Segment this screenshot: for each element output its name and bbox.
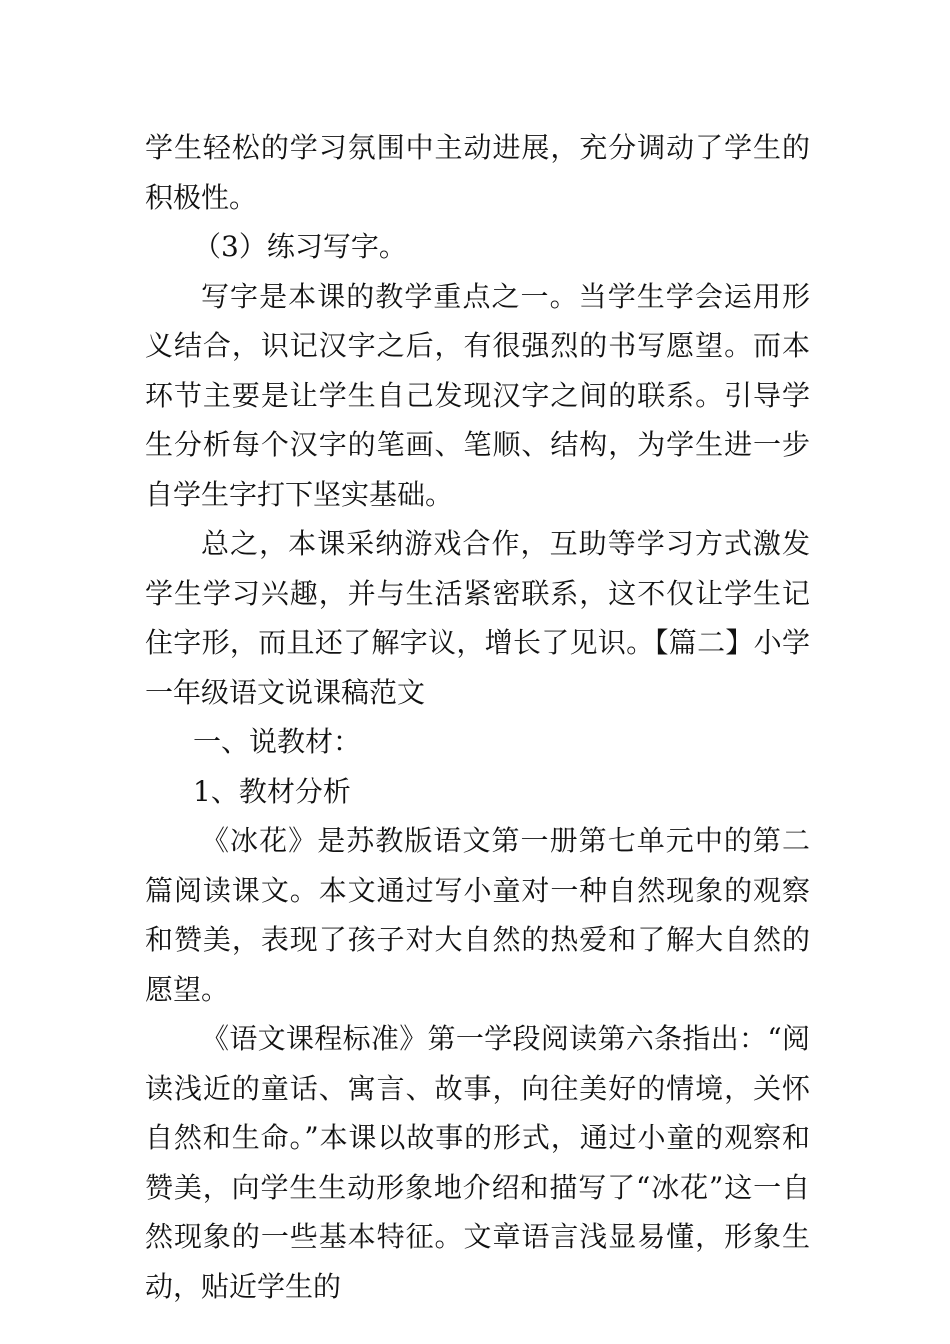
paragraph-heading-practice-writing: （3）练习写字。 — [193, 230, 407, 263]
paragraph-curriculum-standard: 《语文课程标准》第一学段阅读第六条指出：“阅读浅近的童话、寓言、故事，向往美好的情境，关怀自然和生命。”本课以故事的形式，通过小童的观察和赞美，向学生生动形象地介绍和描写了“冰花”这一自然现象的一些基本特征。文章语言浅显易懂，形象生动，贴近学生的 — [145, 1022, 810, 1303]
paragraph-writing-focus: 写字是本课的教学重点之一。当学生学会运用形义结合，识记汉字之后，有很强烈的书写愿望。而本环节主要是让学生自己发现汉字之间的联系。引导学生分析每个汉字的笔画、笔顺、结构，为学生进一步自学生字打下坚实基础。 — [145, 279, 810, 511]
paragraph-summary: 总之，本课采纳游戏合作，互助等学习方式激发学生学习兴趣，并与生活紧密联系，这不仅让学生记住字形，而且还了解字议，增长了见识。【篇二】小学一年级语文说课稿范文 — [145, 527, 810, 709]
paragraph-heading-textbook: 一、说教材： — [193, 725, 362, 758]
paragraph-bing-hua-intro: 《冰花》是苏教版语文第一册第七单元中的第二篇阅读课文。本文通过写小童对一种自然现象的观察和赞美，表现了孩子对大自然的热爱和了解大自然的愿望。 — [145, 824, 810, 1006]
document-body — [145, 123, 810, 1311]
paragraph-continuation: 学生轻松的学习氛围中主动进展，充分调动了学生的积极性。 — [145, 131, 810, 214]
paragraph-heading-analysis: 1、教材分析 — [193, 774, 351, 808]
